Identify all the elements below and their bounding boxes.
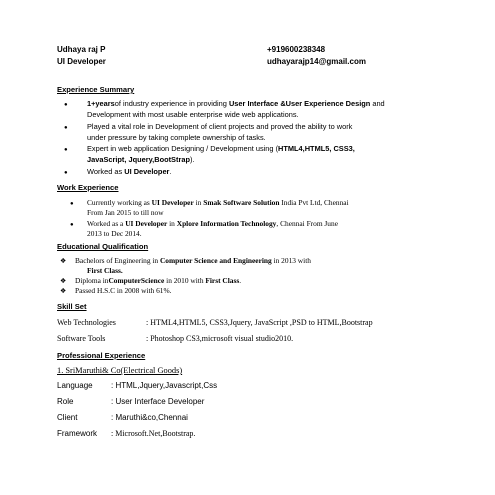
- summary-item-2: Played a vital role in Development of client projects and proved the ability to work: [87, 122, 353, 131]
- skill-value-web: : HTML4,HTML5, CSS3,Jquery, JavaScript ,PSD to HTML,Bootstrap: [146, 318, 373, 327]
- project-value-framework: : Microsoft.Net,Bootstrap.: [111, 429, 196, 438]
- bullet-icon: ●: [64, 102, 68, 108]
- project-label-role: Role: [57, 397, 74, 406]
- summary-item-3: Expert in web application Designing / Development using (HTML4,HTML5, CSS3,: [87, 144, 355, 153]
- work-item-2-line2: 2013 to Dec 2014.: [87, 229, 142, 238]
- skill-label-tools: Software Tools: [57, 334, 106, 343]
- summary-item-1: 1+yearsof industry experience in providing User Interface &User Experience Design and: [87, 99, 385, 108]
- candidate-role: UI Developer: [57, 57, 106, 66]
- skill-value-tools: : Photoshop CS3,microsoft visual studio2010.: [146, 334, 294, 343]
- education-item-1-line2: First Class.: [87, 266, 123, 275]
- candidate-name: Udhaya raj P: [57, 45, 106, 54]
- section-title-professional-experience: Professional Experience: [57, 351, 146, 360]
- bullet-icon: ●: [70, 222, 74, 228]
- education-item-2: Diploma inComputerScience in 2010 with First Class.: [75, 276, 242, 285]
- project-value-client: : Maruthi&co,Chennai: [111, 413, 188, 422]
- project-value-role: : User Interface Developer: [111, 397, 205, 406]
- bullet-icon: ●: [64, 125, 68, 131]
- summary-item-2-line2: under pressure by taking complete ownership of tasks.: [87, 133, 266, 142]
- summary-item-1-line2: Development with most usable enterprise wide web applications.: [87, 110, 299, 119]
- project-label-framework: Framework: [57, 429, 98, 438]
- education-item-1: Bachelors of Engineering in Computer Science and Engineering in 2013 with: [75, 256, 311, 265]
- email-address: udhayarajp14@gmail.com: [267, 57, 366, 66]
- work-item-1: Currently working as UI Developer in Smak Software Solution India Pvt Ltd, Chennai: [87, 198, 349, 207]
- project-label-language: Language: [57, 381, 93, 390]
- work-item-1-line2: From Jan 2015 to till now: [87, 208, 164, 217]
- diamond-bullet-icon: ❖: [60, 257, 67, 265]
- work-item-2: Worked as a UI Developer in Xplore Information Technology, Chennai From June: [87, 219, 338, 228]
- project-label-client: Client: [57, 413, 78, 422]
- skill-label-web: Web Technologies: [57, 318, 116, 327]
- diamond-bullet-icon: ❖: [60, 287, 67, 295]
- section-title-skill-set: Skill Set: [57, 302, 87, 311]
- bullet-icon: ●: [70, 201, 74, 207]
- summary-item-4: Worked as UI Developer.: [87, 167, 172, 176]
- section-title-work-experience: Work Experience: [57, 183, 119, 192]
- project-value-language: : HTML,Jquery,Javascript,Css: [111, 381, 218, 390]
- education-item-3: Passed H.S.C in 2008 with 61%.: [75, 286, 172, 295]
- project-title: 1. SriMaruthi& Co(Electrical Goods): [57, 366, 183, 375]
- summary-item-3-line2: JavaScript, Jquery,BootStrap).: [87, 155, 195, 164]
- bullet-icon: ●: [64, 170, 68, 176]
- diamond-bullet-icon: ❖: [60, 277, 67, 285]
- section-title-education: Educational Qualification: [57, 242, 149, 251]
- bullet-icon: ●: [64, 147, 68, 153]
- section-title-experience-summary: Experience Summary: [57, 85, 135, 94]
- phone-number: +919600238348: [267, 45, 326, 54]
